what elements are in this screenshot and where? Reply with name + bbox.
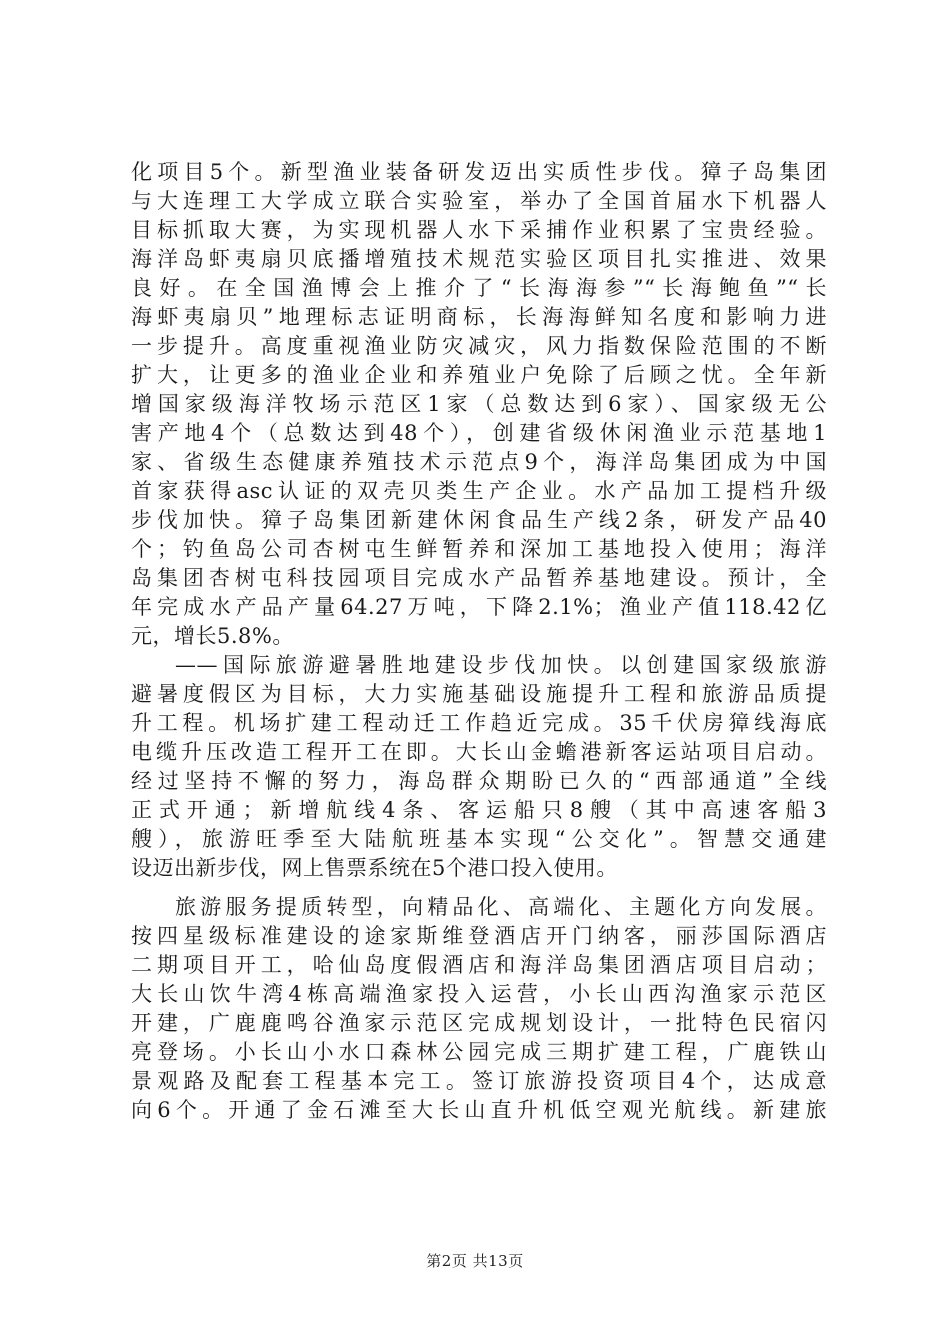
- text-line: 经过坚持不懈的努力，海岛群众期盼已久的“西部通道”全线: [131, 769, 827, 793]
- text-line: 增国家级海洋牧场示范区1家（总数达到6家）、国家级无公: [131, 392, 827, 416]
- text-line: 个；钓鱼岛公司杏树屯生鲜暂养和深加工基地投入使用；海洋: [131, 537, 827, 561]
- text-line: 首家获得asc认证的双壳贝类生产企业。水产品加工提档升级: [131, 479, 827, 503]
- text-line: 电缆升压改造工程开工在即。大长山金蟾港新客运站项目启动。: [131, 740, 827, 764]
- text-line: 艘），旅游旺季至大陆航班基本实现“公交化”。智慧交通建: [131, 827, 827, 851]
- text-line: 目标抓取大赛，为实现机器人水下采捕作业积累了宝贵经验。: [131, 218, 827, 242]
- text-line: 避暑度假区为目标，大力实施基础设施提升工程和旅游品质提: [131, 682, 827, 706]
- page-number-label: 第2页 共13页: [426, 1252, 524, 1270]
- text-line: 正式开通；新增航线4条、客运船只8艘（其中高速客船3: [131, 798, 827, 822]
- text-line: 海洋岛虾夷扇贝底播增殖技术规范实验区项目扎实推进、效果: [131, 247, 827, 271]
- text-line: 元，增长5.8%。: [131, 624, 294, 648]
- text-line: 亮登场。小长山小水口森林公园完成三期扩建工程，广鹿铁山: [131, 1040, 827, 1064]
- paragraph-first-line: ——国际旅游避暑胜地建设步伐加快。以创建国家级旅游: [175, 653, 827, 677]
- text-line: 步伐加快。獐子岛集团新建休闲食品生产线2条，研发产品40: [131, 508, 827, 532]
- text-line: 一步提升。高度重视渔业防灾减灾，风力指数保险范围的不断: [131, 334, 827, 358]
- text-line: 扩大，让更多的渔业企业和养殖业户免除了后顾之忧。全年新: [131, 363, 827, 387]
- text-line: 按四星级标准建设的途家斯维登酒店开门纳客，丽莎国际酒店: [131, 924, 827, 948]
- text-line: 家、省级生态健康养殖技术示范点9个，海洋岛集团成为中国: [131, 450, 827, 474]
- body-text: [131, 158, 827, 1125]
- text-line: 二期项目开工，哈仙岛度假酒店和海洋岛集团酒店项目启动；: [131, 953, 827, 977]
- text-line: 岛集团杏树屯科技园项目完成水产品暂养基地建设。预计，全: [131, 566, 827, 590]
- text-line: 与大连理工大学成立联合实验室，举办了全国首届水下机器人: [131, 189, 827, 213]
- text-line: 大长山饮牛湾4栋高端渔家投入运营，小长山西沟渔家示范区: [131, 982, 827, 1006]
- text-line: 海虾夷扇贝”地理标志证明商标，长海海鲜知名度和影响力进: [131, 305, 827, 329]
- text-line: 年完成水产品产量64.27万吨，下降2.1%；渔业产值118.42亿: [131, 595, 827, 619]
- text-line: 升工程。机场扩建工程动迁工作趋近完成。35千伏房獐线海底: [131, 711, 827, 735]
- text-line: 向6个。开通了金石滩至大长山直升机低空观光航线。新建旅: [131, 1098, 827, 1122]
- text-line: 良好。在全国渔博会上推介了“长海海参”“长海鲍鱼”“长: [131, 276, 827, 300]
- page-footer: [0, 1251, 950, 1271]
- text-line: 害产地4个（总数达到48个），创建省级休闲渔业示范基地1: [131, 421, 827, 445]
- text-line: 化项目5个。新型渔业装备研发迈出实质性步伐。獐子岛集团: [131, 160, 827, 184]
- paragraph-first-line: 旅游服务提质转型，向精品化、高端化、主题化方向发展。: [175, 895, 827, 919]
- text-line: 景观路及配套工程基本完工。签订旅游投资项目4个，达成意: [131, 1069, 827, 1093]
- text-line: 设迈出新步伐，网上售票系统在5个港口投入使用。: [131, 856, 618, 880]
- text-line: 开建，广鹿鹿鸣谷渔家示范区完成规划设计，一批特色民宿闪: [131, 1011, 827, 1035]
